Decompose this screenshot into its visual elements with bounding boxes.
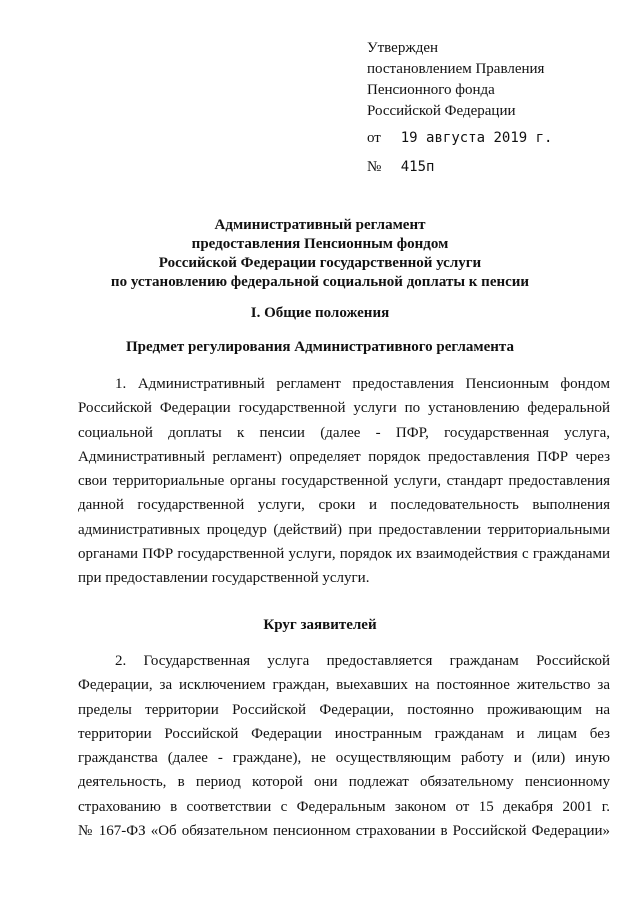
paragraph-line: 2. Государственная услуга предоставляется гражданам Российской — [115, 653, 610, 669]
paragraph-line: № 167-ФЗ «Об обязательном пенсионном страховании в Российской Федерации» — [78, 823, 610, 840]
title-line: по установлению федеральной социальной доплаты к пенсии — [110, 274, 530, 290]
approval-line: Российской Федерации — [367, 103, 516, 119]
paragraph-line: при предоставлении государственной услуги. — [78, 570, 370, 587]
paragraph-line: 1. Административный регламент предоставления Пенсионным фондом — [115, 376, 610, 392]
decree-number-label: № — [367, 159, 382, 175]
approval-line: Утвержден — [367, 40, 439, 56]
approval-line: постановлением Правления — [367, 61, 545, 77]
paragraph-line: свои территориальные органы государственной услуги, стандарт предоставления — [78, 473, 610, 490]
title-line: Российской Федерации государственной услуги — [158, 255, 482, 271]
paragraph-line: данной государственной услуги, сроки и последовательность выполнения — [78, 497, 610, 514]
subheading-subject: Предмет регулирования Административного регламента — [126, 339, 514, 355]
paragraph-line: пределы территории Российской Федерации, постоянно проживающим на — [78, 701, 610, 718]
paragraph-line: Административный регламент) определяет порядок предоставления ПФР через — [78, 448, 610, 465]
decree-date-label: от — [367, 130, 381, 146]
paragraph-line: деятельность, в период которой они подлежат обязательному пенсионному — [78, 774, 610, 791]
paragraph-1 — [78, 372, 610, 591]
paragraph-line: органами ПФР государственной услуги, порядок их взаимодействия с гражданами — [78, 546, 610, 563]
subheading-applicants: Круг заявителей — [263, 617, 377, 633]
section-heading: I. Общие положения — [250, 305, 390, 321]
paragraph-line: Российской Федерации государственной услуги по установлению федеральной — [78, 400, 610, 417]
decree-number — [367, 159, 434, 176]
paragraph-2 — [78, 649, 610, 843]
approval-stamp — [367, 38, 544, 122]
approval-line: Пенсионного фонда — [367, 82, 495, 98]
paragraph-line: территории Российской Федерации иностранным гражданам и лицам без — [78, 725, 610, 742]
paragraph-line: Федерации, за исключением граждан, выехавших на постоянное жительство за — [78, 677, 610, 694]
paragraph-line: административных процедур (действий) при предоставлении территориальными — [78, 521, 610, 538]
decree-date — [367, 130, 552, 147]
document-title — [60, 216, 580, 292]
title-line: Административный регламент — [214, 217, 426, 233]
title-line: предоставления Пенсионным фондом — [191, 236, 449, 252]
paragraph-line: гражданства (далее - граждане), не осуществляющим работу и (или) иную — [78, 750, 610, 767]
decree-number-value: 415п — [400, 159, 435, 175]
decree-date-value: 19 августа 2019 г. — [400, 130, 553, 146]
paragraph-line: социальной доплаты к пенсии (далее - ПФР, государственная услуга, — [78, 424, 610, 441]
paragraph-line: страхованию в соответствии с Федеральным законом от 15 декабря 2001 г. — [78, 798, 610, 815]
